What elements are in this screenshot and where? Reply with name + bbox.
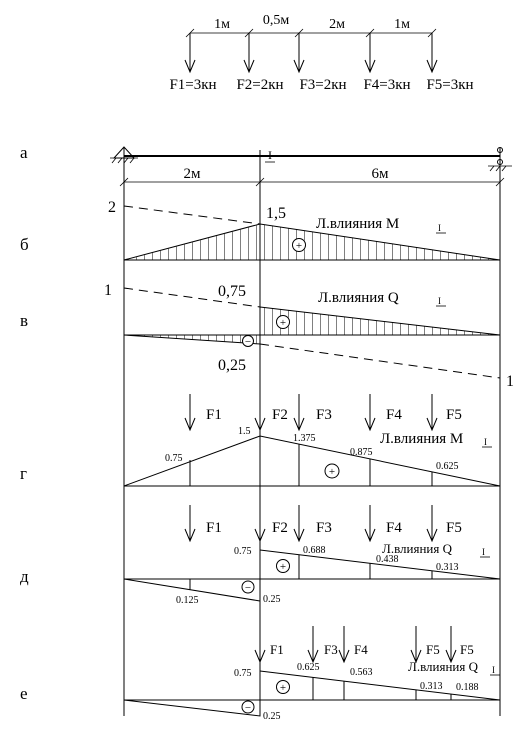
ordinate-value: 0.313 — [420, 681, 443, 692]
force-label: F3=2кн — [299, 77, 347, 93]
force-arrow — [294, 33, 304, 72]
sign-label: + — [279, 682, 287, 694]
section-subscript: I — [438, 296, 441, 306]
sign-label: + — [279, 317, 287, 329]
ordinate-value: 0.75 — [234, 546, 252, 557]
force-label: F1 — [206, 407, 222, 423]
force-label: F3 — [316, 407, 332, 423]
spacing-label: 2м — [329, 17, 345, 32]
ordinate-value: 0.25 — [263, 594, 281, 605]
section-subscript: I — [438, 223, 441, 233]
force-arrow — [185, 394, 195, 430]
force-arrow — [255, 626, 265, 662]
sign-label: + — [295, 240, 303, 252]
influence-line-title: Л.влияния M — [380, 431, 464, 447]
ordinate-value: 0.125 — [176, 595, 199, 606]
row-label: б — [20, 235, 29, 254]
beam-scheme — [20, 143, 512, 186]
force-label: F2 — [272, 407, 288, 423]
force-arrow — [427, 505, 437, 541]
force-arrow — [185, 505, 195, 541]
force-label: F5=3кн — [426, 77, 474, 93]
influence-line-title: Л.влияния Q — [318, 290, 399, 306]
row-label: в — [20, 311, 29, 330]
influence-line-negative — [124, 700, 260, 716]
section-subscript: I — [492, 665, 495, 675]
force-arrow — [411, 626, 421, 662]
ordinate-value: 0.75 — [234, 668, 252, 679]
extension-dashed-line — [260, 344, 500, 378]
load-scheme — [169, 13, 473, 93]
force-label: F5 — [426, 642, 440, 657]
force-arrow — [308, 626, 318, 662]
force-label: F4 — [386, 407, 402, 423]
sign-label: − — [244, 702, 252, 714]
span-label: 6м — [371, 166, 389, 182]
force-label: F4 — [354, 642, 368, 657]
force-arrow — [365, 505, 375, 541]
ordinate-value: 0,25 — [218, 357, 246, 374]
ordinate-value: 0.625 — [297, 662, 320, 673]
force-arrow — [294, 394, 304, 430]
force-arrow — [365, 394, 375, 430]
row-label: е — [20, 684, 28, 703]
force-label: F3 — [316, 520, 332, 536]
ordinate-value: 0,75 — [218, 283, 246, 300]
influence-area-positive — [124, 224, 500, 260]
row-label: д — [20, 567, 29, 586]
force-arrow — [446, 626, 456, 662]
sign-label: + — [279, 561, 287, 573]
row-label: г — [20, 464, 27, 483]
force-label: F5 — [446, 407, 462, 423]
section-subscript: I — [484, 437, 487, 447]
spacing-label: 1м — [214, 17, 230, 32]
force-arrow — [294, 505, 304, 541]
ordinate-value: 0.25 — [263, 711, 281, 722]
force-label: F1=3кн — [169, 77, 217, 93]
ordinate-value: 0.688 — [303, 545, 326, 556]
ordinate-value: 0.563 — [350, 667, 373, 678]
section-label: I — [268, 148, 272, 162]
force-arrow — [427, 394, 437, 430]
force-label: F5 — [446, 520, 462, 536]
ordinate-value: 0.438 — [376, 554, 399, 565]
ordinate-value: 1.5 — [238, 426, 251, 437]
spacing-label: 1м — [394, 17, 410, 32]
influence-line-shear-hatched — [20, 282, 514, 390]
influence-line-title: Л.влияния Q — [382, 541, 452, 556]
force-label: F1 — [270, 642, 284, 657]
influence-line-title: Л.влияния M — [316, 216, 400, 232]
force-label: F4 — [386, 520, 402, 536]
sign-label: − — [244, 582, 252, 594]
ordinate-value: 1 — [104, 282, 112, 299]
ordinate-value: 0.188 — [456, 682, 479, 693]
force-arrow — [185, 33, 195, 72]
force-arrow — [244, 33, 254, 72]
section-subscript: I — [482, 547, 485, 557]
force-arrow — [339, 626, 349, 662]
ordinate-value: 1.375 — [293, 433, 316, 444]
sign-label: + — [328, 466, 336, 478]
ordinate-value: 1,5 — [266, 205, 286, 222]
force-label: F1 — [206, 520, 222, 536]
ordinate-value: 1 — [506, 373, 514, 390]
influence-line-title: Л.влияния Q — [408, 659, 478, 674]
influence-area-negative — [124, 335, 260, 344]
force-label: F2 — [272, 520, 288, 536]
extension-dashed-line — [124, 206, 260, 224]
ordinate-value: 0.75 — [165, 453, 183, 464]
force-label: F5 — [460, 642, 474, 657]
force-arrow — [427, 33, 437, 72]
influence-area-positive — [260, 307, 500, 335]
force-label: F4=3кн — [363, 77, 411, 93]
ordinate-value: 2 — [108, 199, 116, 216]
force-label: F2=2кн — [236, 77, 284, 93]
ordinate-value: 0.313 — [436, 562, 459, 573]
spacing-label: 0,5м — [262, 13, 290, 28]
ordinate-value: 0.875 — [350, 447, 373, 458]
ordinate-value: 0.625 — [436, 461, 459, 472]
force-label: F3 — [324, 642, 338, 657]
span-label: 2м — [183, 166, 201, 182]
sign-label: − — [244, 336, 252, 348]
force-arrow — [255, 505, 265, 541]
row-label: а — [20, 143, 28, 162]
force-arrow — [365, 33, 375, 72]
force-arrow — [255, 394, 265, 430]
